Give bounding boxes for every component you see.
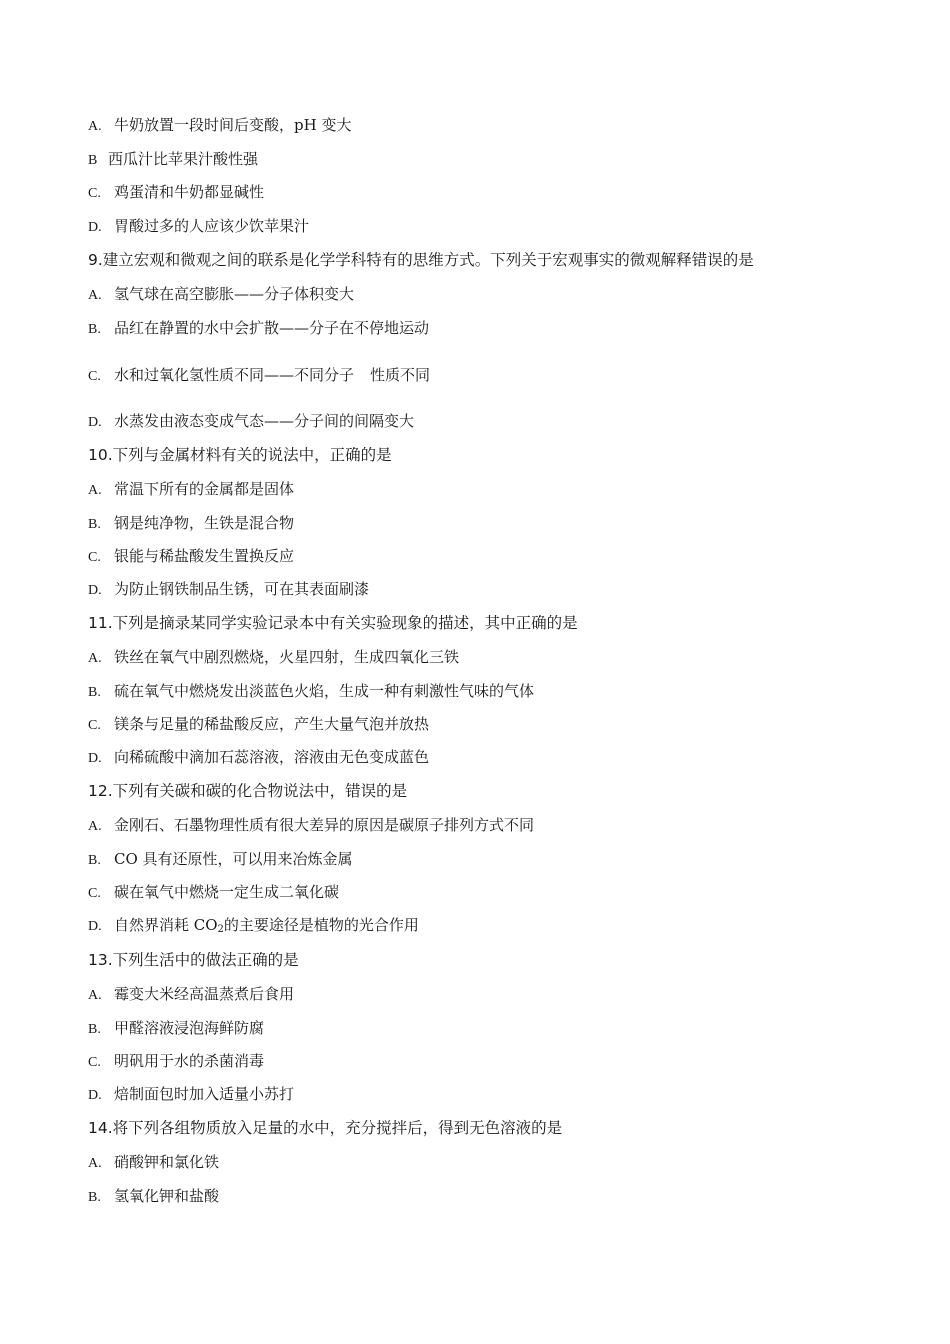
q13-option-d: D. 焙制面包时加入适量小苏打 [88,1085,295,1103]
q12-stem: 12.下列有关碳和碳的化合物说法中，错误的是 [88,782,408,800]
q10-option-b: B. 钢是纯净物，生铁是混合物 [88,514,295,532]
q12-option-c: C. 碳在氧气中燃烧一定生成二氧化碳 [88,883,340,901]
subscript-2: 2 [217,924,224,935]
q12-option-b: B. CO 具有还原性，可以用来冶炼金属 [88,850,353,868]
q9-option-a: A. 氢气球在高空膨胀——分子体积变大 [88,285,355,303]
q11-stem: 11.下列是摘录某同学实验记录本中有关实验现象的描述，其中正确的是 [88,614,578,632]
q11-option-b: B. 硫在氧气中燃烧发出淡蓝色火焰，生成一种有刺激性气味的气体 [88,682,535,700]
q9-option-d: D. 水蒸发由液态变成气态——分子间的间隔变大 [88,412,415,430]
q10-stem: 10.下列与金属材料有关的说法中，正确的是 [88,446,392,464]
q14-stem: 14.将下列各组物质放入足量的水中，充分搅拌后，得到无色溶液的是 [88,1119,563,1137]
q8-option-b: B 西瓜汁比苹果汁酸性强 [88,150,259,168]
q11-option-c: C. 镁条与足量的稀盐酸反应，产生大量气泡并放热 [88,715,430,733]
q14-option-b: B. 氢氧化钾和盐酸 [88,1187,220,1205]
q11-option-d: D. 向稀硫酸中滴加石蕊溶液，溶液由无色变成蓝色 [88,748,430,766]
q13-option-a: A. 霉变大米经高温蒸煮后食用 [88,985,295,1003]
q14-option-a: A. 硝酸钾和氯化铁 [88,1153,220,1171]
q13-option-b: B. 甲醛溶液浸泡海鲜防腐 [88,1019,265,1037]
q8-option-c: C. 鸡蛋清和牛奶都显碱性 [88,183,265,201]
q8-option-a: A. 牛奶放置一段时间后变酸，pH 变大 [88,116,352,134]
q9-option-c: C. 水和过氧化氢性质不同——不同分子 性质不同 [88,366,431,384]
q10-option-d: D. 为防止钢铁制品生锈，可在其表面刷漆 [88,580,370,598]
q12-option-d: D. 自然界消耗 $CO_2$的主要途径是植物的光合作用 [88,916,419,935]
q10-option-a: A. 常温下所有的金属都是固体 [88,480,295,498]
q13-stem: 13.下列生活中的做法正确的是 [88,951,299,969]
q13-option-c: C. 明矾用于水的杀菌消毒 [88,1052,265,1070]
q9-option-b: B. 品红在静置的水中会扩散——分子在不停地运动 [88,319,430,337]
q9-stem: 9.建立宏观和微观之间的联系是化学学科特有的思维方式。下列关于宏观事实的微观解释错误的是 [88,251,754,269]
q10-option-c: C. 银能与稀盐酸发生置换反应 [88,547,295,565]
q12-option-a: A. 金刚石、石墨物理性质有很大差异的原因是碳原子排列方式不同 [88,816,535,834]
q8-option-d: D. 胃酸过多的人应该少饮苹果汁 [88,217,310,235]
q11-option-a: A. 铁丝在氧气中剧烈燃烧，火星四射，生成四氧化三铁 [88,648,460,666]
